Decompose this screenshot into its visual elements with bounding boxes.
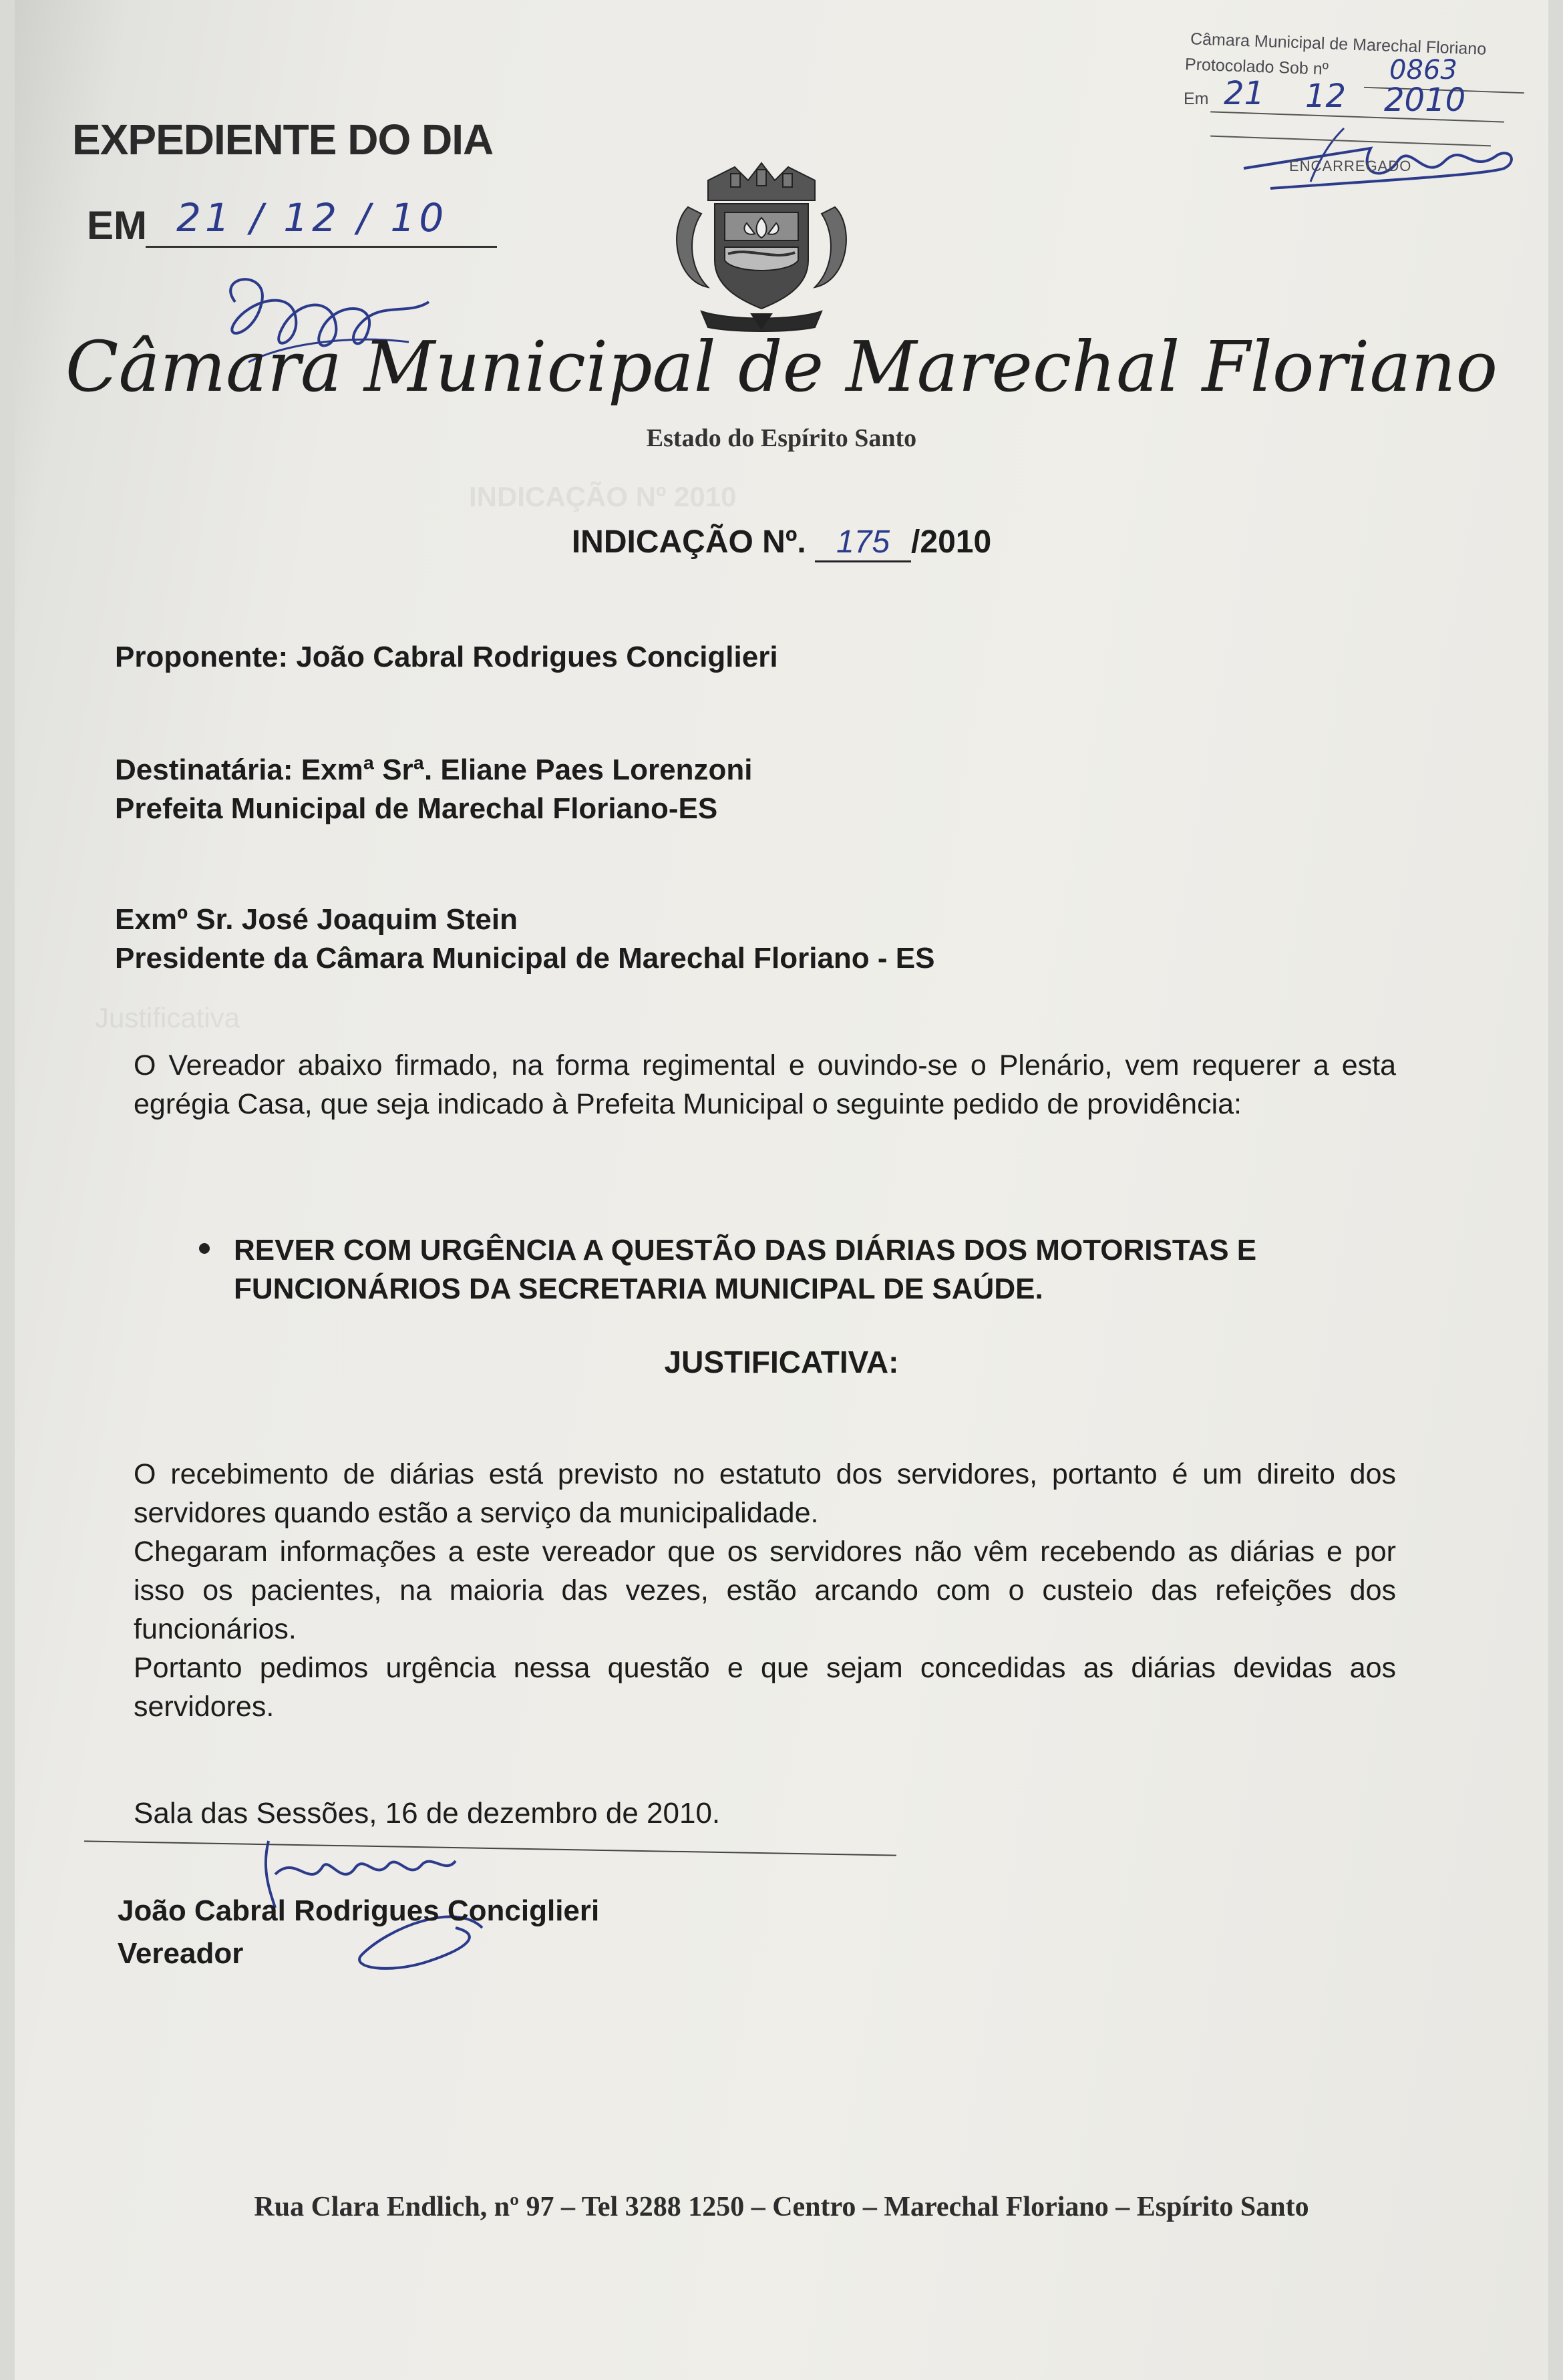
justificativa-paragraph-2: Chegaram informações a este vereador que os servidores não vêm recebendo as diárias e por isso os pacientes, na maioria das vezes, estão arcando com o custeio das refeições dos funcionários. bbox=[134, 1536, 1396, 1645]
stamp-date-month: 12 bbox=[1305, 77, 1347, 115]
stamp-protocol-number: 0863 bbox=[1389, 55, 1457, 86]
signer-role: Vereador bbox=[118, 1937, 244, 1970]
justificativa-body bbox=[134, 1455, 1396, 1726]
presidente-title: Presidente da Câmara Municipal de Marechal Floriano - ES bbox=[115, 942, 935, 975]
indicacao-heading bbox=[15, 524, 1548, 562]
document-page bbox=[15, 0, 1548, 2380]
state-name: Estado do Espírito Santo bbox=[646, 424, 917, 452]
proponente: Proponente: João Cabral Rodrigues Conciglieri bbox=[115, 641, 778, 673]
stamp-org: Câmara Municipal de Marechal Floriano bbox=[1190, 29, 1487, 59]
stamp-encarregado: ENCARREGADO bbox=[1289, 158, 1412, 174]
stamp-em-label: Em bbox=[1184, 90, 1209, 108]
stamp-protocol-label: Protocolado Sob nº bbox=[1184, 55, 1329, 79]
show-through-text: INDICAÇÃO Nº 2010 bbox=[469, 481, 737, 512]
stamp-date-year: 2010 bbox=[1384, 81, 1466, 119]
indicacao-number: 175 bbox=[815, 524, 911, 562]
request-text: REVER COM URGÊNCIA A QUESTÃO DAS DIÁRIAS DOS MOTORISTAS E FUNCIONÁRIOS DA SECRETARIA MUNICIPAL DE SAÚDE. bbox=[234, 1234, 1257, 1305]
sala-das-sessoes: Sala das Sessões, 16 de dezembro de 2010. bbox=[134, 1797, 721, 1830]
intro-paragraph: O Vereador abaixo firmado, na forma regimental e ouvindo-se o Plenário, vem requerer a esta egrégia Casa, que seja indicado à Prefeita Municipal o seguinte pedido de providência: bbox=[134, 1049, 1396, 1120]
show-through-text: Justificativa bbox=[95, 1002, 240, 1033]
justificativa-paragraph-3: Portanto pedimos urgência nessa questão e que sejam concedidas as diárias devidas aos servidores. bbox=[134, 1652, 1396, 1723]
em-date-handwritten: 21 / 12 / 10 bbox=[176, 195, 448, 240]
coat-of-arms-icon bbox=[661, 154, 862, 334]
indicacao-suffix: /2010 bbox=[911, 524, 992, 560]
em-date-line bbox=[146, 246, 497, 248]
justificativa-paragraph-1: O recebimento de diárias está previsto no estatuto dos servidores, portanto é um direito dos servidores quando estão a serviço da municipalidade. bbox=[134, 1458, 1396, 1529]
signer-name: João Cabral Rodrigues Conciglieri bbox=[118, 1894, 600, 1927]
destinataria-title: Prefeita Municipal de Marechal Floriano-ES bbox=[115, 792, 718, 825]
expediente-title: EXPEDIENTE DO DIA bbox=[72, 116, 494, 164]
request-item bbox=[234, 1231, 1409, 1309]
presidente-name: Exmº Sr. José Joaquim Stein bbox=[115, 903, 518, 936]
protocol-stamp bbox=[1164, 28, 1538, 202]
indicacao-prefix: INDICAÇÃO Nº. bbox=[571, 524, 806, 560]
em-label: EM bbox=[87, 203, 147, 248]
destinataria-name: Destinatária: Exmª Srª. Eliane Paes Lorenzoni bbox=[115, 753, 753, 786]
stamp-date-day: 21 bbox=[1224, 75, 1265, 112]
justificativa-title: JUSTIFICATIVA: bbox=[664, 1345, 899, 1379]
footer-address: Rua Clara Endlich, nº 97 – Tel 3288 1250 – Centro – Marechal Floriano – Espírito Santo bbox=[254, 2192, 1309, 2222]
bullet-icon bbox=[199, 1243, 210, 1254]
org-name: Câmara Municipal de Marechal Floriano bbox=[65, 326, 1498, 407]
